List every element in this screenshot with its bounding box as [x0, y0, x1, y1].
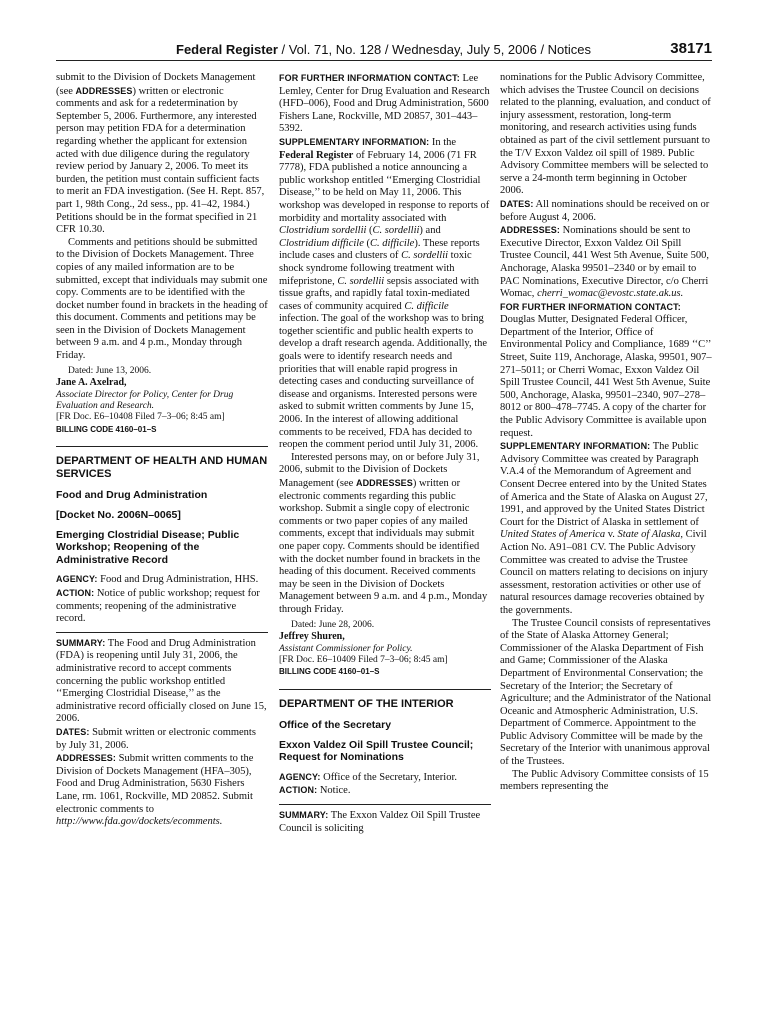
summary-paragraph: SUMMARY: The Food and Drug Administration (FDA) is reopening until July 31, 2006, the administrative record to accept comments concerning the public workshop entitled ‘‘Emerging Clostridial Disease,’’ as the administrative record officially closed on June 15, 2006. — [56, 637, 267, 725]
document-title: Exxon Valdez Oil Spill Trustee Council; Request for Nominations — [279, 738, 474, 764]
document-title: Emerging Clostridial Disease; Public Workshop; Reopening of the Administrative Record — [56, 528, 240, 566]
divider — [56, 632, 268, 633]
action-line: ACTION: Notice. — [279, 785, 351, 797]
page-number: 38171 — [670, 40, 712, 57]
department-heading: DEPARTMENT OF HEALTH AND HUMAN SERVICES — [56, 455, 268, 481]
signer-title: Associate Director for Policy, Center for Drug Evaluation and Research. — [56, 389, 234, 412]
paragraph: nominations for the Public Advisory Committee, which advises the Trustee Council on decisions related to the planning, evaluation, and conduct of injury assessment, restoration, long-term monitoring, and research activities using funds obtained as part of the civil settlement pursuant to the T/V Exxon Valdez oil spill of 1989. Public Advisory Committee members will be selected to serve a 24-month term beginning in October 2006. — [500, 72, 711, 197]
addresses-paragraph: ADDRESSES: Submit written comments to the Division of Dockets Management (HFA–305), Food and Drug Administration, 5630 Fishers Lane, rm. 1061, Rockville, MD 20852. Submit electronic comments to http://www.fda.gov/dockets/ecomments. — [56, 753, 254, 828]
paragraph: submit to the Division of Dockets Management (see ADDRESSES) written or electronic comments and ask for a redetermination by September 5, 2006. Furthermore, any interested person may petition FDA for a determination regarding whether the applicant for extension acted with due diligence during the regulatory review period by January 2, 2006. To meet its burden, the petition must contain sufficient facts to merit an FDA investigation. (See H. Rept. 857, part 1, 98th Cong., 2d sess., pp. 41–42, 1984.) Petitions should be in the format specified in 21 CFR 10.30. — [56, 72, 265, 236]
dates-paragraph: DATES: All nominations should be received on or before August 4, 2006. — [500, 198, 710, 223]
contact-paragraph: FOR FURTHER INFORMATION CONTACT: Lee Lemley, Center for Drug Evaluation and Research (HFD–006), Food and Drug Administration, 5600 Fishers Lane, Rockville, MD 20857, 301–443–5392. — [279, 73, 490, 135]
billing-code: BILLING CODE 4160–01–S — [279, 667, 380, 677]
dated-line: Dated: June 28, 2006. — [291, 619, 375, 630]
sub-agency-heading: Food and Drug Administration — [56, 489, 208, 502]
contact-paragraph: FOR FURTHER INFORMATION CONTACT: Douglas Mutter, Designated Federal Officer, Department of the Interior, Office of Environmental Policy and Compliance, 1689 ‘‘C’’ Street, Suite 119, Anchorage, Alaska, 99501, 907–271–5011; or Cherri Womac, Exxon Valdez Oil Spill Trustee Council, 441 West 5th Avenue, Suite 500, Anchorage, Alaska, 99501–2340, 907–278–8012 or 800–478–7745. A copy of the charter for the Public Advisory Committee is available upon request. — [500, 301, 712, 439]
ecomments-link[interactable]: http://www.fda.gov/dockets/ecomments. — [56, 816, 223, 828]
agency-line: AGENCY: Food and Drug Administration, HHS. — [56, 574, 259, 586]
billing-code: BILLING CODE 4160–01–S — [56, 424, 157, 434]
paragraph: The Trustee Council consists of representatives of the State of Alaska Attorney General; Commissioner of the Alaska Department of Fish and Game; Commissioner of the Alaska Department of Environmental Conservation; the Secretary of the Interior; the Secretary of Agriculture; and the Administrator of the National Oceanic and Atmospheric Administration, U.S. Department of Commerce. Appointment to the Public Advisory Committee will be made by the Secretary of the Interior with unanimous approval of the Trustees. — [500, 617, 712, 768]
sub-agency-heading: Office of the Secretary — [279, 718, 392, 731]
fr-doc-line: [FR Doc. E6–10409 Filed 7–3–06; 8:45 am] — [279, 654, 448, 665]
department-heading: DEPARTMENT OF THE INTERIOR — [279, 697, 454, 710]
divider — [279, 804, 491, 805]
header-citation — [176, 42, 591, 57]
supplementary-paragraph: SUPPLEMENTARY INFORMATION: In the Federal Register of February 14, 2006 (71 FR 7778), FDA published a notice announcing a public workshop entitled ‘‘Emerging Clostridial Disease,’’ to be held on May 11, 2006. This workshop was developed in response to reports of morbidity and mortality associated with Clostridium sordellii (C. sordellii) and Clostridium difficile (C. difficile). These reports include cases and clusters of C. sordellii toxic shock syndrome following treatment with mifepristone, C. sordellii sepsis associated with tissue grafts, and rapidly fatal toxin-mediated cases of community acquired C. difficile infection. The goal of the workshop was to bring together scientific and public health experts to develop a draft research agenda. Additionally, the goals were to identify research needs and priorities that will enable rapid progress in detecting cases and conducting surveillance of disease and organisms. Interested persons were asked to submit written comments by June 15, 2006. In the interest of allowing additional comments to be received, FDA has decided to reopen the comment period until July 31, 2006. — [279, 136, 490, 451]
paragraph: Interested persons may, on or before July 31, 2006, submit to the Division of Dockets Management (see ADDRESSES) written or electronic comments regarding this public workshop. Submit a single copy of electronic comments or two paper copies of any mailed comments, except that individuals may submit one paper copy. Comments should be identified with the docket number found in brackets in the heading of this document. Received comments may be seen in the Division of Dockets Management between 9 a.m. and 4 p.m., Monday through Friday. — [279, 451, 488, 615]
signer-name: Jeffrey Shuren, — [279, 630, 345, 642]
page-header — [56, 38, 712, 61]
summary-paragraph: SUMMARY: The Exxon Valdez Oil Spill Trustee Council is soliciting — [279, 809, 481, 834]
docket-number: [Docket No. 2006N–0065] — [56, 509, 181, 522]
addresses-paragraph: ADDRESSES: Nominations should be sent to Executive Director, Exxon Valdez Oil Spill Trustee Council, 441 West 5th Avenue, Suite 500, Anchorage, Alaska 99501–2340 or by email to PAC Nominations, Executive Director, c/o Cherri Womac, cherri_womac@evostc.state.ak.us. — [500, 225, 709, 300]
signer-name: Jane A. Axelrad, — [56, 377, 127, 389]
signer-title: Assistant Commissioner for Policy. — [279, 643, 413, 654]
section-divider — [279, 689, 491, 690]
paragraph: Comments and petitions should be submitted to the Division of Dockets Management. Three copies of any mailed information are to be submitted, except that individuals may submit one copy. Comments are to be identified with the docket number found in brackets in the heading of this document. Comments and petitions may be seen in the Division of Dockets Management between 9 a.m. and 4 p.m., Monday through Friday. — [56, 236, 268, 362]
paragraph: The Public Advisory Committee consists of 15 members representing the — [500, 768, 709, 793]
email-link[interactable]: cherri_womac@evostc.state.ak.us. — [537, 288, 684, 300]
dates-paragraph: DATES: Submit written or electronic comments by July 31, 2006. — [56, 726, 256, 751]
supplementary-paragraph: SUPPLEMENTARY INFORMATION: The Public Advisory Committee was created by Paragraph V.A.4 of the Memorandum of Agreement and Consent Decree entered into by the United States of America and the State of Alaska on August 27, 1991, and approved by the United States District Court for the District of Alaska in settlement of United States of America v. State of Alaska, Civil Action No. A91–081 CV. The Public Advisory Committee was created to advise the Trustee Council on matters relating to decisions on injury assessment, restoration activities or other use of natural resources damage recoveries obtained by the governments. — [500, 441, 708, 616]
column-2 — [279, 72, 491, 835]
publication-title: Federal Register — [176, 42, 278, 57]
fr-doc-line: [FR Doc. E6–10408 Filed 7–3–06; 8:45 am] — [56, 412, 225, 423]
column-3 — [500, 72, 712, 794]
dated-line: Dated: June 13, 2006. — [68, 365, 152, 376]
action-line: ACTION: Notice of public workshop; request for comments; reopening of the administrative record. — [56, 588, 260, 625]
column-1 — [56, 72, 268, 829]
section-divider — [56, 446, 268, 447]
agency-line: AGENCY: Office of the Secretary, Interior. — [279, 771, 457, 783]
issue-info: / Vol. 71, No. 128 / Wednesday, July 5, 2006 / Notices — [277, 42, 592, 57]
